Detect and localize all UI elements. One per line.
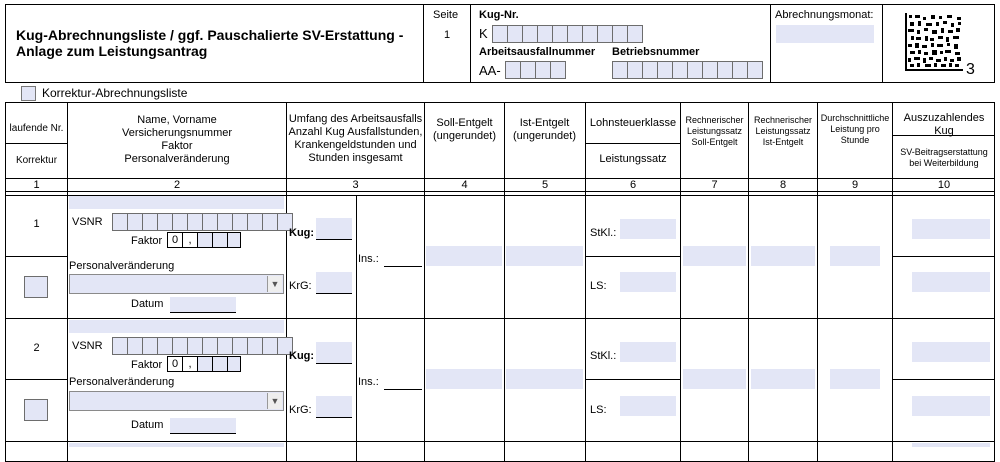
col2-header: Name, Vorname Versicherungsnummer Faktor Personalveränderung [121, 114, 233, 165]
soll-entgelt-input[interactable] [426, 246, 502, 266]
faktor-label: Faktor [131, 235, 163, 247]
betrieb-input[interactable] [612, 61, 762, 79]
col4-header: Soll-Entgelt (ungerundet) [433, 117, 496, 142]
col10-header: Auszuzahlendes Kug [903, 112, 985, 137]
row-korrektur-checkbox[interactable] [24, 276, 48, 298]
rls-ist-input[interactable] [751, 246, 815, 266]
kug-betrag-input[interactable] [912, 219, 990, 239]
stkl-input[interactable] [620, 219, 676, 239]
korrektur-checkbox[interactable] [21, 86, 36, 101]
datum-label: Datum [131, 419, 164, 431]
col10-subheader: SV-Beitragserstattung bei Weiterbildung [900, 147, 988, 168]
faktor-comma: , [183, 357, 198, 371]
vsnr-label: VSNR [72, 340, 103, 352]
col-number-5: 5 [541, 179, 549, 191]
sv-erstattung-input[interactable] [912, 396, 990, 416]
stkl-label: StKl.: [590, 227, 617, 239]
datum-input[interactable] [170, 297, 236, 312]
faktor-value: 0 [168, 357, 183, 371]
faktor-input[interactable] [167, 356, 241, 372]
col-number-9: 9 [851, 179, 859, 191]
faktor-input[interactable] [167, 232, 241, 248]
page-number: 3 [966, 61, 975, 78]
col-number-7: 7 [711, 179, 718, 191]
col-number-6: 6 [629, 179, 637, 191]
col6-header: Lohnsteuerklasse [589, 117, 677, 129]
col-number-3: 3 [352, 179, 359, 191]
col1-header: laufende Nr. [9, 123, 64, 134]
datum-label: Datum [131, 298, 164, 310]
monat-label: Abrechnungsmonat: [775, 9, 874, 21]
kugnr-label: Kug-Nr. [479, 9, 519, 21]
ls-label: LS: [590, 280, 607, 292]
row-korrektur-checkbox[interactable] [24, 399, 48, 421]
ausfall-prefix: AA- [479, 63, 501, 78]
ls-input[interactable] [620, 272, 676, 292]
row-number: 2 [33, 342, 40, 354]
rls-soll-input[interactable] [683, 369, 746, 389]
name-input[interactable] [69, 443, 284, 447]
faktor-label: Faktor [131, 359, 163, 371]
ls-input[interactable] [620, 396, 676, 416]
name-input[interactable] [69, 320, 284, 333]
col8-header: Rechnerischer Leistungssatz Ist-Entgelt [753, 115, 813, 147]
personal-label: Personalveränderung [69, 260, 175, 272]
col5-header: Ist-Entgelt (ungerundet) [513, 117, 576, 142]
stkl-input[interactable] [620, 342, 676, 362]
kug-label: Kug: [289, 350, 315, 362]
faktor-comma: , [183, 233, 198, 247]
name-input[interactable] [69, 196, 284, 209]
seite-value: 1 [444, 29, 451, 41]
chevron-down-icon[interactable]: ▼ [267, 393, 282, 409]
personal-label: Personalveränderung [69, 376, 175, 388]
seite-label: Seite [433, 9, 459, 21]
ls-label: LS: [590, 404, 607, 416]
korrektur-label: Korrektur-Abrechnungsliste [42, 86, 188, 100]
col1-subheader: Korrektur [15, 155, 58, 166]
kug-input[interactable] [316, 342, 352, 363]
col7-header: Rechnerischer Leistungssatz Soll-Entgelt [685, 115, 744, 147]
krg-input[interactable] [316, 272, 352, 293]
personal-select[interactable] [69, 274, 284, 294]
krg-label: KrG: [289, 280, 312, 292]
chevron-down-icon[interactable]: ▼ [267, 276, 282, 292]
col6-subheader: Leistungssatz [599, 153, 667, 165]
ist-entgelt-input[interactable] [506, 246, 583, 266]
sv-erstattung-input[interactable] [912, 272, 990, 292]
rls-ist-input[interactable] [751, 369, 815, 389]
vsnr-input[interactable] [112, 213, 292, 231]
ins-label: Ins.: [358, 253, 379, 265]
personal-select[interactable] [69, 391, 284, 411]
betrieb-label: Betriebsnummer [612, 46, 700, 58]
vsnr-input[interactable] [112, 337, 292, 355]
faktor-value: 0 [168, 233, 183, 247]
col-number-8: 8 [779, 179, 787, 191]
ins-label: Ins.: [358, 376, 379, 388]
kug-label: Kug: [289, 227, 315, 239]
barcode-icon [905, 13, 963, 71]
soll-entgelt-input[interactable] [426, 369, 502, 389]
ist-entgelt-input[interactable] [506, 369, 583, 389]
kugnr-prefix: K [479, 26, 488, 41]
vsnr-label: VSNR [72, 216, 103, 228]
datum-input[interactable] [170, 418, 236, 433]
col-number-2: 2 [173, 179, 181, 191]
leistung-pro-stunde-input[interactable] [830, 369, 880, 389]
row-number: 1 [33, 218, 40, 230]
ausfall-label: Arbeitsausfallnummer [479, 46, 596, 58]
krg-input[interactable] [316, 396, 352, 417]
col3-header: Umfang des Arbeitsausfalls Anzahl Kug Ausfallstunden, Krankengeldstunden und Stunden insgesamt [288, 113, 423, 164]
rls-soll-input[interactable] [683, 246, 746, 266]
kug-betrag-input[interactable] [912, 443, 990, 447]
kug-betrag-input[interactable] [912, 342, 990, 362]
monat-input[interactable] [776, 25, 874, 43]
leistung-pro-stunde-input[interactable] [830, 246, 880, 266]
ausfall-input[interactable] [505, 61, 565, 79]
col-number-4: 4 [461, 179, 468, 191]
kug-input[interactable] [316, 218, 352, 239]
krg-label: KrG: [289, 404, 312, 416]
kugnr-input[interactable] [492, 25, 642, 43]
col-number-1: 1 [33, 179, 40, 191]
form-title: Kug-Abrechnungsliste / ggf. Pauschalierte SV-Erstattung - Anlage zum Leistungsantrag [16, 27, 404, 59]
stkl-label: StKl.: [590, 350, 617, 362]
col9-header: Durchschnittliche Leistung pro Stunde [820, 113, 890, 145]
col-number-10: 10 [937, 179, 951, 191]
